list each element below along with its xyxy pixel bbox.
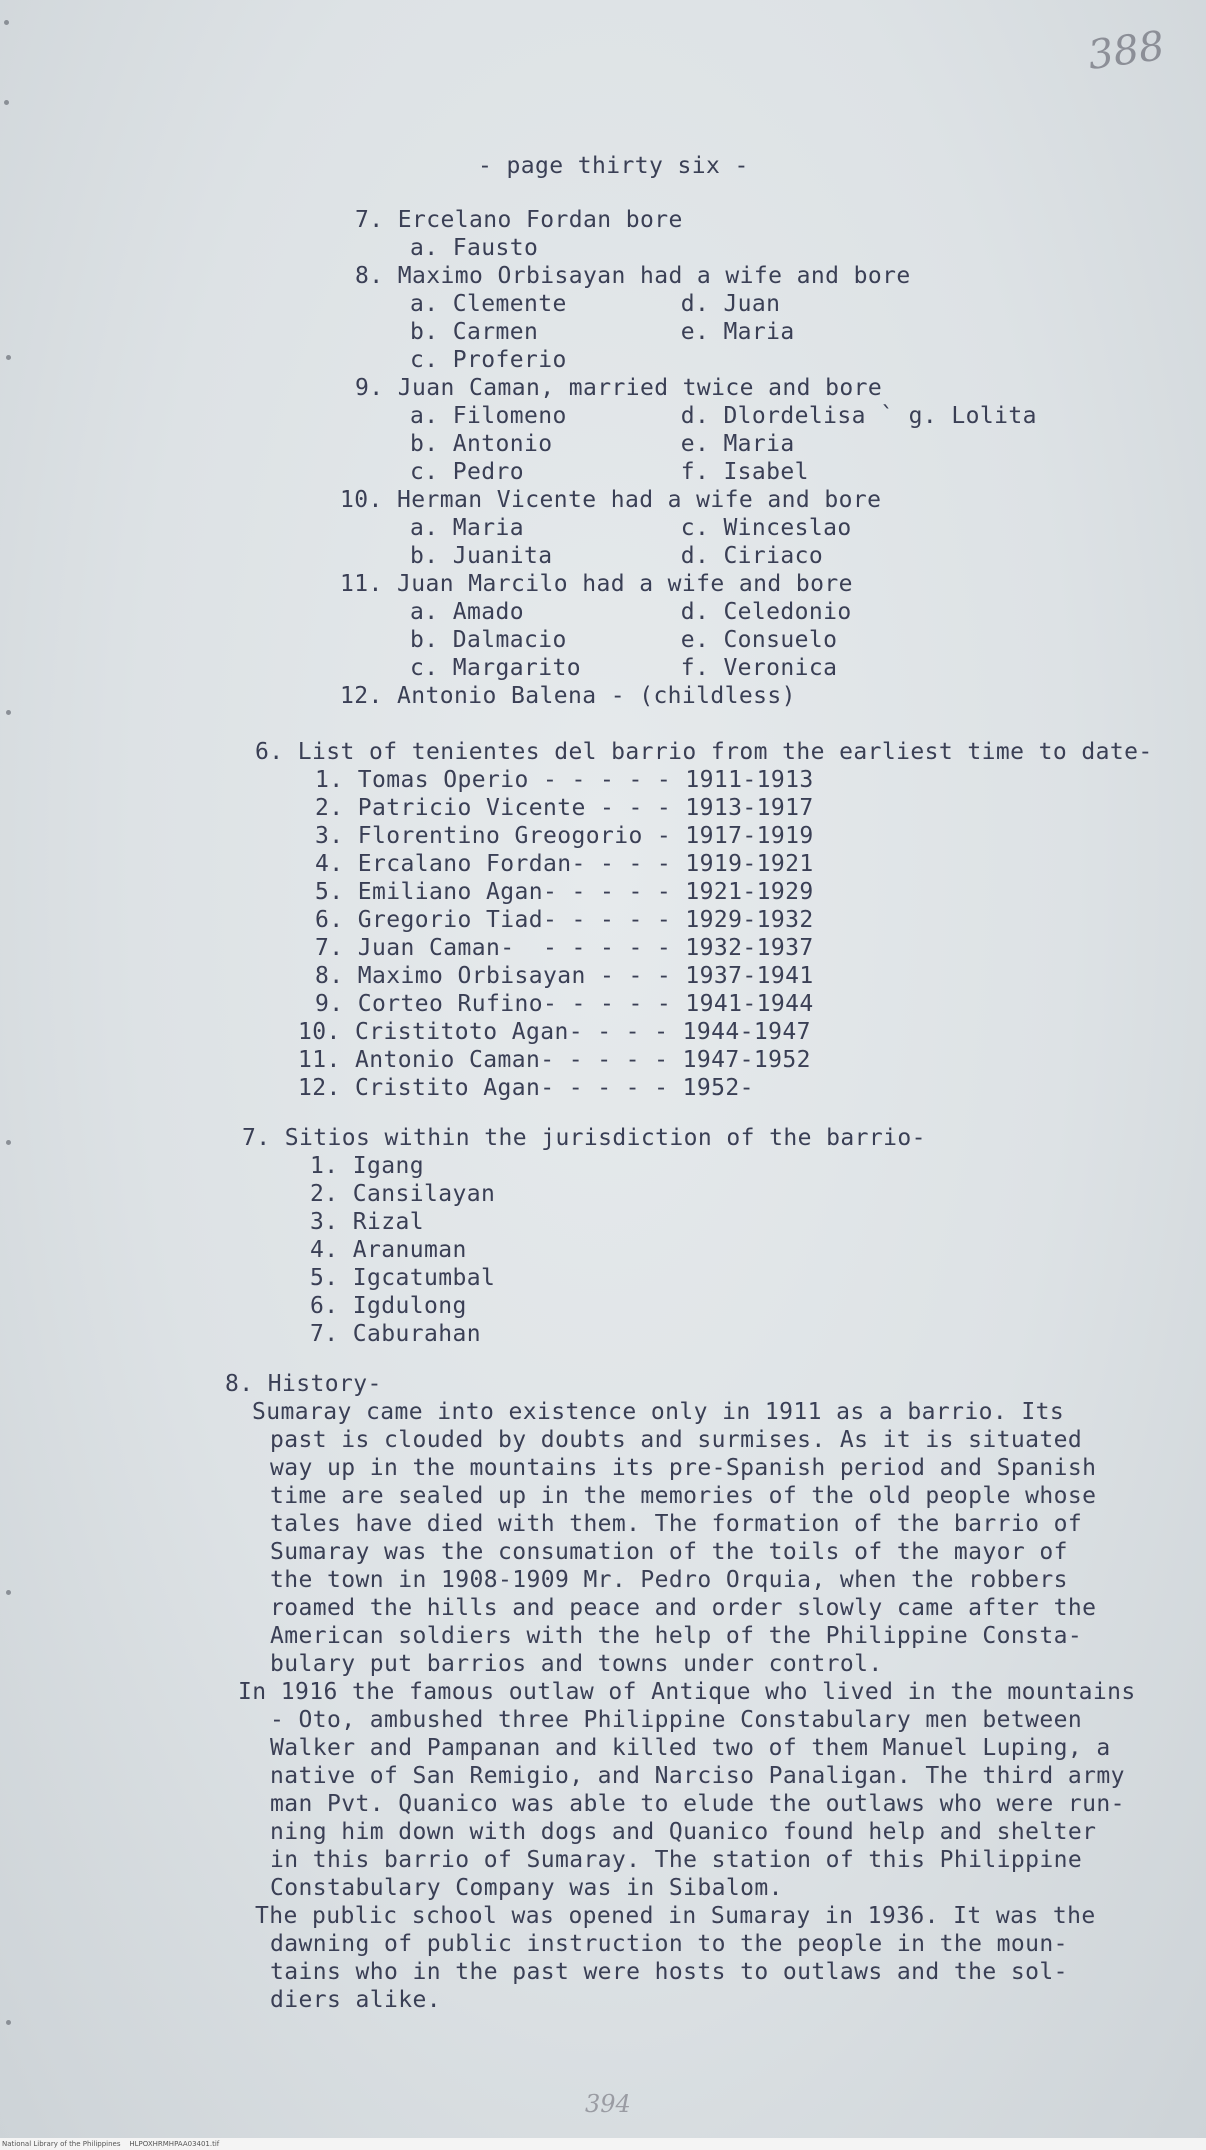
family-line: b. Dalmacio e. Consuelo <box>410 627 838 653</box>
history-line: Constabulary Company was in Sibalom. <box>270 1875 783 1901</box>
history-line: The public school was opened in Sumaray in 1936. It was the <box>255 1903 1096 1929</box>
history-line: tains who in the past were hosts to outlaws and the sol- <box>270 1959 1068 1985</box>
sitio-item: 7. Caburahan <box>310 1321 481 1347</box>
family-line: c. Margarito f. Veronica <box>410 655 838 681</box>
teniente-row: 9. Corteo Rufino- - - - - 1941-1944 <box>315 991 814 1017</box>
history-line: time are sealed up in the memories of the old people whose <box>270 1483 1097 1509</box>
teniente-row: 10. Cristitoto Agan- - - - 1944-1947 <box>298 1019 811 1045</box>
history-line: bulary put barrios and towns under control. <box>270 1651 883 1677</box>
family-line: 9. Juan Caman, married twice and bore <box>355 375 883 401</box>
teniente-row: 2. Patricio Vicente - - - 1913-1917 <box>315 795 814 821</box>
scan-footer: National Library of the Philippines HLPOXHRMHPAA03401.tif <box>0 2138 1206 2150</box>
sitio-item: 3. Rizal <box>310 1209 424 1235</box>
history-line: dawning of public instruction to the people in the moun- <box>270 1931 1068 1957</box>
family-line: a. Filomeno d. Dlordelisa ` g. Lolita <box>410 403 1037 429</box>
binding-hole <box>4 100 9 105</box>
history-line: way up in the mountains its pre-Spanish period and Spanish <box>270 1455 1097 1481</box>
sitio-item: 4. Aranuman <box>310 1237 467 1263</box>
family-line: 12. Antonio Balena - (childless) <box>340 683 796 709</box>
teniente-row: 5. Emiliano Agan- - - - - 1921-1929 <box>315 879 814 905</box>
handwritten-page-number: 388 <box>1084 22 1167 80</box>
teniente-row: 8. Maximo Orbisayan - - - 1937-1941 <box>315 963 814 989</box>
history-line: American soldiers with the help of the Philippine Consta- <box>270 1623 1083 1649</box>
family-line: c. Pedro f. Isabel <box>410 459 809 485</box>
history-line: Sumaray came into existence only in 1911 as a barrio. Its <box>252 1399 1065 1425</box>
teniente-row: 3. Florentino Greogorio - 1917-1919 <box>315 823 814 849</box>
history-line: - Oto, ambushed three Philippine Constabulary men between <box>270 1707 1083 1733</box>
binding-hole <box>6 2020 11 2025</box>
bottom-page-number: 394 <box>585 2090 631 2118</box>
sitio-item: 5. Igcatumbal <box>310 1265 496 1291</box>
family-line: b. Antonio e. Maria <box>410 431 795 457</box>
family-line: a. Fausto <box>410 235 539 261</box>
binding-hole <box>4 20 9 25</box>
binding-hole <box>6 710 11 715</box>
history-line: In 1916 the famous outlaw of Antique who lived in the mountains <box>238 1679 1136 1705</box>
family-line: c. Proferio <box>410 347 567 373</box>
family-line: a. Maria c. Winceslao <box>410 515 852 541</box>
sitio-item: 2. Cansilayan <box>310 1181 496 1207</box>
history-line: in this barrio of Sumaray. The station of this Philippine <box>270 1847 1083 1873</box>
family-line: b. Carmen e. Maria <box>410 319 795 345</box>
binding-hole <box>6 355 11 360</box>
teniente-row: 12. Cristito Agan- - - - - 1952- <box>298 1075 754 1101</box>
history-line: Sumaray was the consumation of the toils of the mayor of <box>270 1539 1068 1565</box>
history-line: man Pvt. Quanico was able to elude the outlaws who were run- <box>270 1791 1125 1817</box>
teniente-row: 4. Ercalano Fordan- - - - 1919-1921 <box>315 851 814 877</box>
history-line: native of San Remigio, and Narciso Panaligan. The third army <box>270 1763 1125 1789</box>
family-line: a. Amado d. Celedonio <box>410 599 852 625</box>
history-line: past is clouded by doubts and surmises. As it is situated <box>270 1427 1083 1453</box>
teniente-row: 6. Gregorio Tiad- - - - - 1929-1932 <box>315 907 814 933</box>
history-line: tales have died with them. The formation of the barrio of <box>270 1511 1083 1537</box>
history-line: diers alike. <box>270 1987 441 2013</box>
history-line: roamed the hills and peace and order slowly came after the <box>270 1595 1097 1621</box>
page-header: - page thirty six - <box>478 153 749 179</box>
history-line: the town in 1908-1909 Mr. Pedro Orquia, when the robbers <box>270 1567 1068 1593</box>
history-heading: 8. History- <box>225 1371 382 1397</box>
sitio-item: 1. Igang <box>310 1153 424 1179</box>
tenientes-heading: 6. List of tenientes del barrio from the earliest time to date- <box>255 739 1153 765</box>
family-line: 10. Herman Vicente had a wife and bore <box>340 487 882 513</box>
teniente-row: 7. Juan Caman- - - - - - 1932-1937 <box>315 935 814 961</box>
binding-hole <box>6 1140 11 1145</box>
sitio-item: 6. Igdulong <box>310 1293 467 1319</box>
binding-hole <box>6 1590 11 1595</box>
sitios-heading: 7. Sitios within the jurisdiction of the barrio- <box>242 1125 926 1151</box>
family-line: b. Juanita d. Ciriaco <box>410 543 824 569</box>
history-line: ning him down with dogs and Quanico found help and shelter <box>270 1819 1097 1845</box>
teniente-row: 1. Tomas Operio - - - - - 1911-1913 <box>315 767 814 793</box>
teniente-row: 11. Antonio Caman- - - - - 1947-1952 <box>298 1047 811 1073</box>
family-line: a. Clemente d. Juan <box>410 291 781 317</box>
family-line: 8. Maximo Orbisayan had a wife and bore <box>355 263 911 289</box>
history-line: Walker and Pampanan and killed two of them Manuel Luping, a <box>270 1735 1111 1761</box>
family-line: 7. Ercelano Fordan bore <box>355 207 683 233</box>
family-line: 11. Juan Marcilo had a wife and bore <box>340 571 853 597</box>
